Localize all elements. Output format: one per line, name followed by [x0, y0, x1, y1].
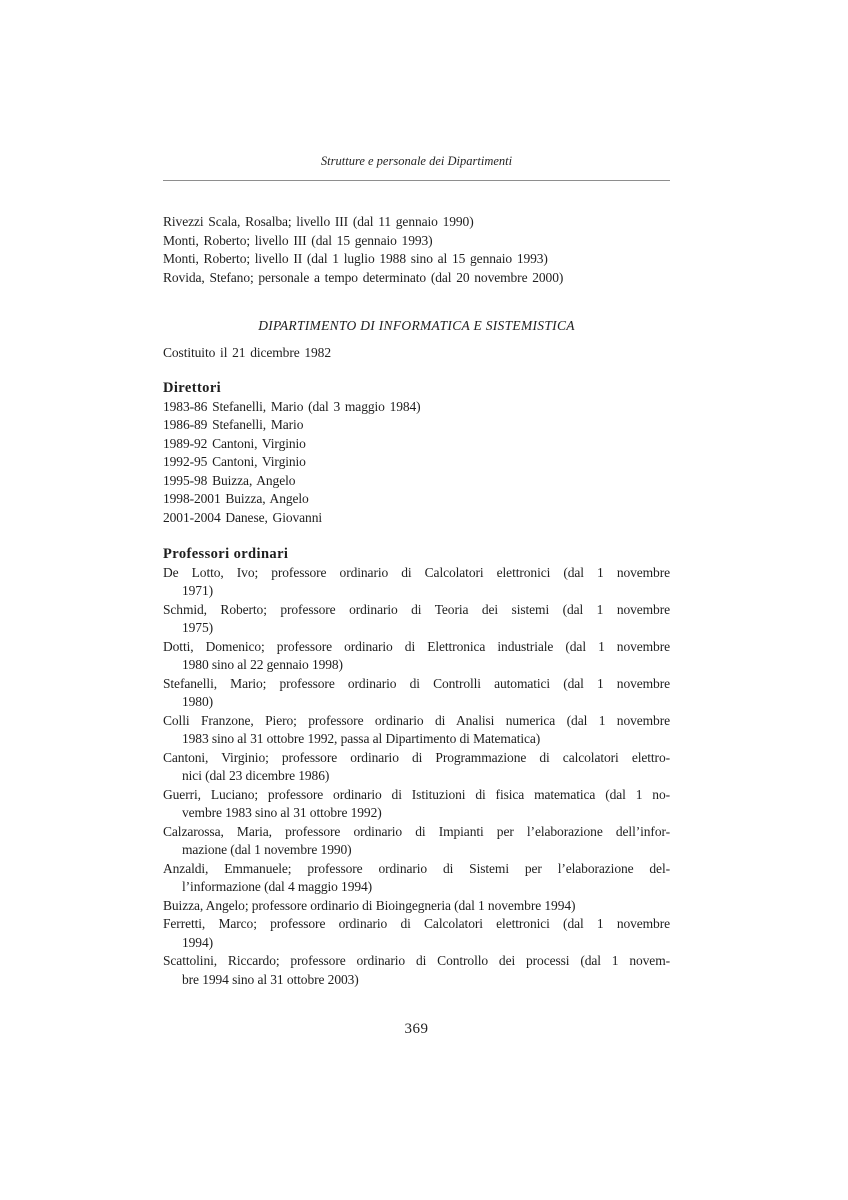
professor-entry: [163, 915, 670, 952]
direttore-line: 1998-2001 Buizza, Angelo: [163, 491, 309, 506]
direttore-line: 1986-89 Stefanelli, Mario: [163, 417, 304, 432]
entry-line: Guerri, Luciano; professore ordinario di Istituzioni di fisica matematica (dal 1 no-: [163, 786, 670, 802]
department-title: DIPARTIMENTO DI INFORMATICA E SISTEMISTICA: [258, 318, 575, 333]
direttori-list: [163, 398, 670, 528]
entry-line: 1980): [182, 694, 213, 709]
professori-heading: Professori ordinari: [163, 546, 289, 562]
professori-list: [163, 564, 670, 990]
professor-entry: [163, 860, 670, 897]
staff-line: Monti, Roberto; livello II (dal 1 luglio 1988 sino al 15 gennaio 1993): [163, 251, 548, 266]
entry-line: bre 1994 sino al 31 ottobre 2003): [182, 971, 359, 987]
professor-entry: [163, 823, 670, 860]
entry-line: nici (dal 23 dicembre 1986): [182, 768, 330, 783]
staff-list: [163, 213, 670, 287]
direttore-line: 2001-2004 Danese, Giovanni: [163, 509, 322, 525]
professor-entry: [163, 712, 670, 749]
direttore-line: 1989-92 Cantoni, Virginio: [163, 435, 306, 451]
direttore-line: 1992-95 Cantoni, Virginio: [163, 454, 306, 469]
header-rule: [163, 180, 670, 181]
entry-line: Schmid, Roberto; professore ordinario di Teoria dei sistemi (dal 1 novembre: [163, 601, 670, 617]
entry-line: 1980 sino al 22 gennaio 1998): [182, 657, 343, 672]
professor-entry: [163, 675, 670, 712]
entry-line: Buizza, Angelo; professore ordinario di Bioingegneria (dal 1 novembre 1994): [163, 897, 576, 913]
staff-line: Rivezzi Scala, Rosalba; livello III (dal 11 gennaio 1990): [163, 214, 474, 229]
professor-entry: [163, 749, 670, 786]
direttore-line: 1995-98 Buizza, Angelo: [163, 472, 296, 488]
entry-line: Anzaldi, Emmanuele; professore ordinario di Sistemi per l’elaborazione del-: [163, 860, 670, 876]
professor-entry: [163, 564, 670, 601]
entry-line: mazione (dal 1 novembre 1990): [182, 842, 352, 857]
direttore-line: 1983-86 Stefanelli, Mario (dal 3 maggio 1984): [163, 398, 421, 414]
staff-line: Rovida, Stefano; personale a tempo determinato (dal 20 novembre 2000): [163, 269, 564, 285]
department-founded: Costituito il 21 dicembre 1982: [163, 344, 331, 360]
entry-line: vembre 1983 sino al 31 ottobre 1992): [182, 805, 382, 820]
entry-line: Dotti, Domenico; professore ordinario di Elettronica industriale (dal 1 novembre: [163, 638, 670, 654]
professor-entry: [163, 786, 670, 823]
staff-line: Monti, Roberto; livello III (dal 15 gennaio 1993): [163, 232, 433, 248]
entry-line: Colli Franzone, Piero; professore ordinario di Analisi numerica (dal 1 novembre: [163, 712, 670, 728]
entry-line: l’informazione (dal 4 maggio 1994): [182, 879, 373, 894]
running-header: Strutture e personale dei Dipartimenti: [320, 154, 513, 168]
entry-line: 1994): [182, 934, 213, 950]
professor-entry: [163, 638, 670, 675]
direttori-heading: Direttori: [163, 380, 222, 396]
entry-line: Ferretti, Marco; professore ordinario di Calcolatori elettronici (dal 1 novembre: [163, 916, 670, 931]
entry-line: Scattolini, Riccardo; professore ordinario di Controllo dei processi (dal 1 novem-: [163, 953, 670, 968]
professor-entry: [163, 897, 670, 916]
entry-line: Stefanelli, Mario; professore ordinario di Controlli automatici (dal 1 novembre: [163, 675, 670, 691]
content-column: [163, 213, 670, 989]
entry-line: Calzarossa, Maria, professore ordinario di Impianti per l’elaborazione dell’infor-: [163, 823, 670, 839]
entry-line: 1975): [182, 620, 213, 635]
entry-line: 1983 sino al 31 ottobre 1992, passa al Dipartimento di Matematica): [182, 731, 541, 746]
page-number: 369: [404, 1021, 429, 1037]
entry-line: De Lotto, Ivo; professore ordinario di Calcolatori elettronici (dal 1 novembre: [163, 564, 670, 580]
entry-line: 1971): [182, 583, 213, 598]
professor-entry: [163, 952, 670, 989]
professor-entry: [163, 601, 670, 638]
entry-line: Cantoni, Virginio; professore ordinario di Programmazione di calcolatori elettro-: [163, 749, 670, 765]
